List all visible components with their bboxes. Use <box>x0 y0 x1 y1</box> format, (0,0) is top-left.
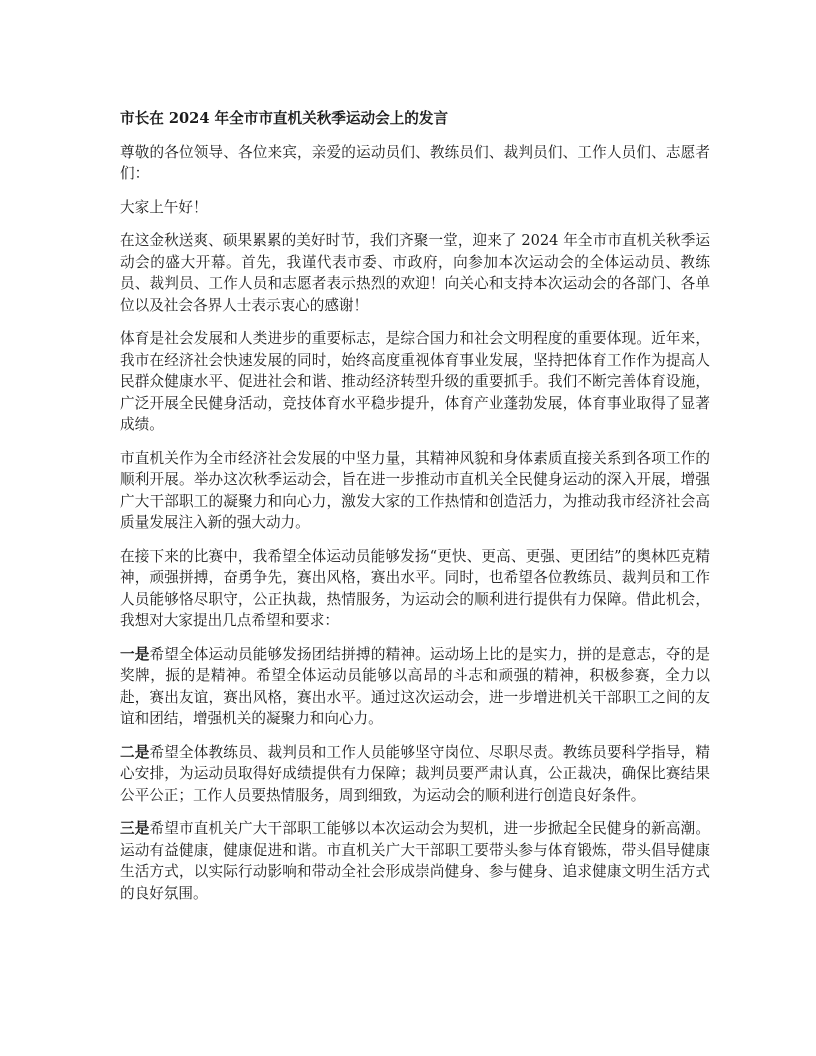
body-paragraph: 在这金秋送爽、硕果累累的美好时节，我们齐聚一堂，迎来了 2024 年全市市直机关秋季运动会的盛大开幕。首先，我谨代表市委、市政府，向参加本次运动会的全体运动员、教练员、裁判员、工作人员和志愿者表示热烈的欢迎！向关心和支持本次运动会的各部门、各单位以及社会各界人士表示衷心的感谢！ <box>120 232 710 314</box>
point-paragraph <box>120 818 710 904</box>
body-paragraph: 体育是社会发展和人类进步的重要标志，是综合国力和社会文明程度的重要体现。近年来，我市在经济社会快速发展的同时，始终高度重视体育事业发展，坚持把体育工作作为提高人民群众健康水平、促进社会和谐、推动经济转型升级的重要抓手。我们不断完善体育设施，广泛开展全民健身活动，竞技体育水平稳步提升，体育产业蓬勃发展，体育事业取得了显著成绩。 <box>120 330 710 433</box>
document-page <box>120 108 710 916</box>
greeting-paragraph: 大家上午好！ <box>120 198 208 216</box>
point-lead: 二是 <box>120 743 150 761</box>
point-text: 希望市直机关广大干部职工能够以本次运动会为契机，进一步掀起全民健身的新高潮。运动有益健康，健康促进和谐。市直机关广大干部职工要带头参与体育锻炼，带头倡导健康生活方式，以实际行动影响和带动全社会形成崇尚健身、参与健身、追求健康文明生活方式的良好氛围。 <box>120 820 710 902</box>
point-lead: 一是 <box>120 645 150 663</box>
salutation-paragraph: 尊敬的各位领导、各位来宾，亲爱的运动员们、教练员们、裁判员们、工作人员们、志愿者们： <box>120 143 710 182</box>
body-paragraph: 在接下来的比赛中，我希望全体运动员能够发扬“更快、更高、更强、更团结”的奥林匹克精神，顽强拼搏，奋勇争先，赛出风格，赛出水平。同时，也希望各位教练员、裁判员和工作人员能够恪尽职守，公正执裁，热情服务，为运动会的顺利进行提供有力保障。借此机会，我想对大家提出几点希望和要求： <box>120 547 710 629</box>
body-paragraph: 市直机关作为全市经济社会发展的中坚力量，其精神风貌和身体素质直接关系到各项工作的顺利开展。举办这次秋季运动会，旨在进一步推动市直机关全民健身运动的深入开展，增强广大干部职工的凝聚力和向心力，激发大家的工作热情和创造活力，为推动我市经济社会高质量发展注入新的强大动力。 <box>120 449 710 531</box>
point-paragraph <box>120 644 710 730</box>
document-title: 市长在 2024 年全市市直机关秋季运动会上的发言 <box>120 110 449 127</box>
point-lead: 三是 <box>120 820 150 837</box>
point-text: 希望全体运动员能够发扬团结拼搏的精神。运动场上比的是实力，拼的是意志，夺的是奖牌，振的是精神。希望全体运动员能够以高昂的斗志和顽强的精神，积极参赛，全力以赴，赛出友谊，赛出风格，赛出水平。通过这次运动会，进一步增进机关干部职工之间的友谊和团结，增强机关的凝聚力和向心力。 <box>120 645 710 727</box>
point-text: 希望全体教练员、裁判员和工作人员能够坚守岗位、尽职尽责。教练员要科学指导，精心安排，为运动员取得好成绩提供有力保障；裁判员要严肃认真，公正裁决，确保比赛结果公平公正；工作人员要热情服务，周到细致，为运动会的顺利进行创造良好条件。 <box>120 743 710 804</box>
point-paragraph <box>120 742 710 807</box>
